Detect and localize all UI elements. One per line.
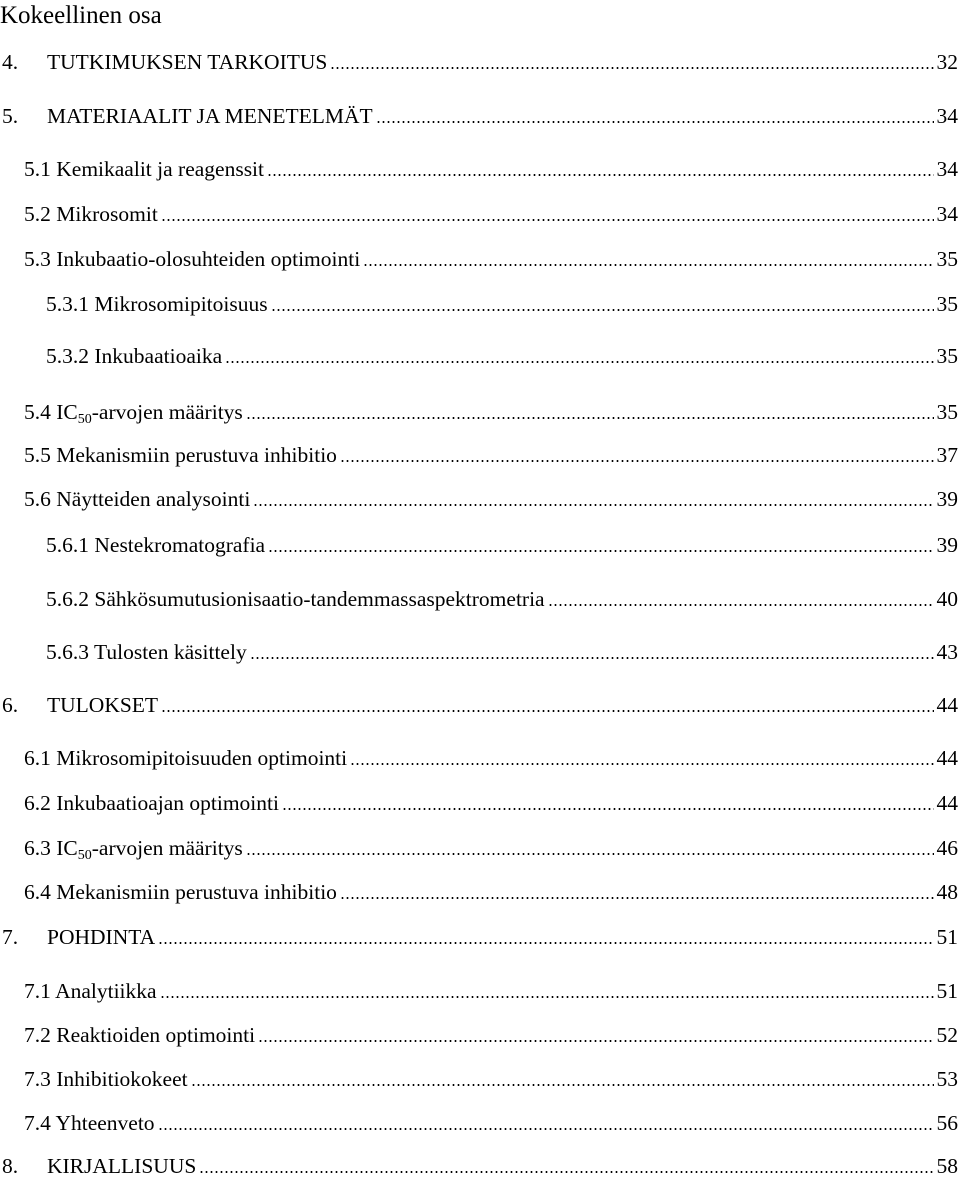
toc-page-number: 35	[936, 344, 958, 368]
toc-page-number: 56	[936, 1111, 958, 1135]
toc-entry-title	[2, 47, 327, 77]
toc-entry-title: 5.6.3 Tulosten käsittely	[46, 640, 247, 664]
toc-entry[interactable]	[24, 199, 958, 229]
dot-leader	[267, 173, 933, 177]
toc-entry-title: 7.4 Yhteenveto	[24, 1111, 155, 1135]
toc-entry[interactable]	[46, 637, 958, 667]
toc-entry[interactable]	[24, 877, 958, 907]
dot-leader	[340, 459, 934, 463]
toc-entry-text: 5.4 IC	[24, 400, 78, 424]
dot-leader	[376, 120, 934, 124]
dot-leader	[199, 1170, 933, 1174]
toc-entry-text: 6.3 IC	[24, 836, 78, 860]
toc-entry[interactable]	[24, 1020, 958, 1050]
toc-page-number: 34	[936, 202, 958, 226]
dot-leader	[161, 709, 933, 713]
toc-page-number: 39	[936, 533, 958, 557]
toc-entry-title	[24, 397, 243, 435]
toc-entry[interactable]	[46, 584, 958, 614]
toc-entry[interactable]	[24, 484, 958, 514]
toc-page-number: 43	[936, 640, 958, 664]
toc-page-number: 32	[936, 50, 958, 74]
dot-leader	[158, 1127, 934, 1131]
toc-entry[interactable]	[2, 47, 958, 77]
toc-entry-title	[2, 690, 158, 720]
toc-page-number: 51	[936, 925, 958, 949]
toc-entry-title: 6.2 Inkubaatioajan optimointi	[24, 791, 279, 815]
toc-entry-title: 5.2 Mikrosomit	[24, 202, 158, 226]
dot-leader	[340, 896, 934, 900]
toc-entry[interactable]	[2, 922, 958, 952]
toc-entry-title: 5.5 Mekanismiin perustuva inhibitio	[24, 443, 337, 467]
toc-entry-text: KIRJALLISUUS	[47, 1154, 197, 1178]
toc-page-number: 53	[936, 1067, 958, 1091]
toc-entry[interactable]	[24, 788, 958, 818]
toc-page-number: 34	[936, 157, 958, 181]
toc-entry-title	[2, 101, 373, 131]
toc-entry[interactable]	[24, 833, 958, 863]
toc-page-number: 44	[936, 693, 958, 717]
toc-entry-title	[2, 1151, 196, 1181]
dot-leader	[246, 852, 934, 856]
toc-entry-title: 5.6.1 Nestekromatografia	[46, 533, 266, 557]
dot-leader	[548, 603, 934, 607]
toc-entry-text: POHDINTA	[47, 925, 156, 949]
toc-entry-text: TUTKIMUKSEN TARKOITUS	[47, 50, 328, 74]
toc-entry-text: -arvojen määritys	[91, 836, 243, 860]
toc-entry-number: 8.	[2, 1154, 19, 1178]
dot-leader	[250, 656, 934, 660]
toc-page-number: 35	[936, 247, 958, 271]
toc-page-number: 37	[936, 443, 958, 467]
toc-page-number: 58	[936, 1154, 958, 1178]
toc-page-number: 51	[936, 979, 958, 1003]
toc-entry[interactable]	[46, 341, 958, 371]
toc-entry-title: 5.3 Inkubaatio-olosuhteiden optimointi	[24, 247, 361, 271]
dot-leader	[282, 807, 934, 811]
toc-entry[interactable]	[24, 244, 958, 274]
toc-entry-title: 7.2 Reaktioiden optimointi	[24, 1023, 256, 1047]
dot-leader	[158, 941, 933, 945]
toc-page-number: 44	[936, 746, 958, 770]
dot-leader	[246, 416, 934, 420]
toc-page-number: 35	[936, 400, 958, 424]
toc-entry-text: -arvojen määritys	[91, 400, 243, 424]
toc-entry[interactable]	[24, 976, 958, 1006]
toc-page-number: 46	[936, 836, 958, 860]
toc-entry-title: 5.3.2 Inkubaatioaika	[46, 344, 223, 368]
toc-entry-title	[2, 922, 155, 952]
dot-leader	[253, 503, 933, 507]
dot-leader	[268, 549, 933, 553]
toc-entry[interactable]	[46, 289, 958, 319]
toc-entry-number: 7.	[2, 925, 19, 949]
toc-entry-title: 7.1 Analytiikka	[24, 979, 157, 1003]
toc-entry-title: 5.6 Näytteiden analysointi	[24, 487, 251, 511]
toc-page-number: 44	[936, 791, 958, 815]
toc-entry-title: 5.1 Kemikaalit ja reagenssit	[24, 157, 265, 181]
toc-entry[interactable]	[46, 530, 958, 560]
toc-entry-number: 4.	[2, 50, 19, 74]
toc-entry-text: TULOKSET	[47, 693, 159, 717]
toc-entry-title: 5.3.1 Mikrosomipitoisuus	[46, 292, 268, 316]
toc-page-number: 40	[936, 587, 958, 611]
dot-leader	[191, 1083, 934, 1087]
toc-entry-title: 5.6.2 Sähkösumutusionisaatio-tandemmassaspektrometria	[46, 587, 545, 611]
dot-leader	[225, 360, 933, 364]
dot-leader	[330, 66, 933, 70]
toc-entry-title	[24, 833, 243, 871]
toc-entry-title: 6.4 Mekanismiin perustuva inhibitio	[24, 880, 337, 904]
toc-entry-title: 6.1 Mikrosomipitoisuuden optimointi	[24, 746, 348, 770]
toc-entry-number: 5.	[2, 104, 19, 128]
section-heading: Kokeellinen osa	[0, 2, 162, 29]
dot-leader	[160, 995, 934, 999]
toc-entry[interactable]	[24, 1108, 958, 1138]
toc-entry[interactable]	[2, 101, 958, 131]
dot-leader	[350, 762, 933, 766]
dot-leader	[271, 308, 934, 312]
toc-entry-title: 7.3 Inhibitiokokeet	[24, 1067, 188, 1091]
dot-leader	[258, 1039, 933, 1043]
toc-entry[interactable]	[24, 397, 958, 427]
dot-leader	[161, 218, 934, 222]
toc-entry[interactable]	[2, 1151, 958, 1181]
toc-entry[interactable]	[24, 440, 958, 470]
toc-page-number: 52	[936, 1023, 958, 1047]
toc-entry-number: 6.	[2, 693, 19, 717]
toc-page-number: 35	[936, 292, 958, 316]
dot-leader	[363, 263, 933, 267]
toc-entry[interactable]	[24, 743, 958, 773]
toc-page-number: 48	[936, 880, 958, 904]
toc-entry[interactable]	[24, 154, 958, 184]
toc-entry[interactable]	[24, 1064, 958, 1094]
subscript: 50	[77, 848, 92, 863]
toc-entry-text: MATERIAALIT JA MENETELMÄT	[47, 104, 373, 128]
toc-entry[interactable]	[2, 690, 958, 720]
subscript: 50	[77, 412, 92, 427]
toc-page-number: 34	[936, 104, 958, 128]
toc-page-number: 39	[936, 487, 958, 511]
